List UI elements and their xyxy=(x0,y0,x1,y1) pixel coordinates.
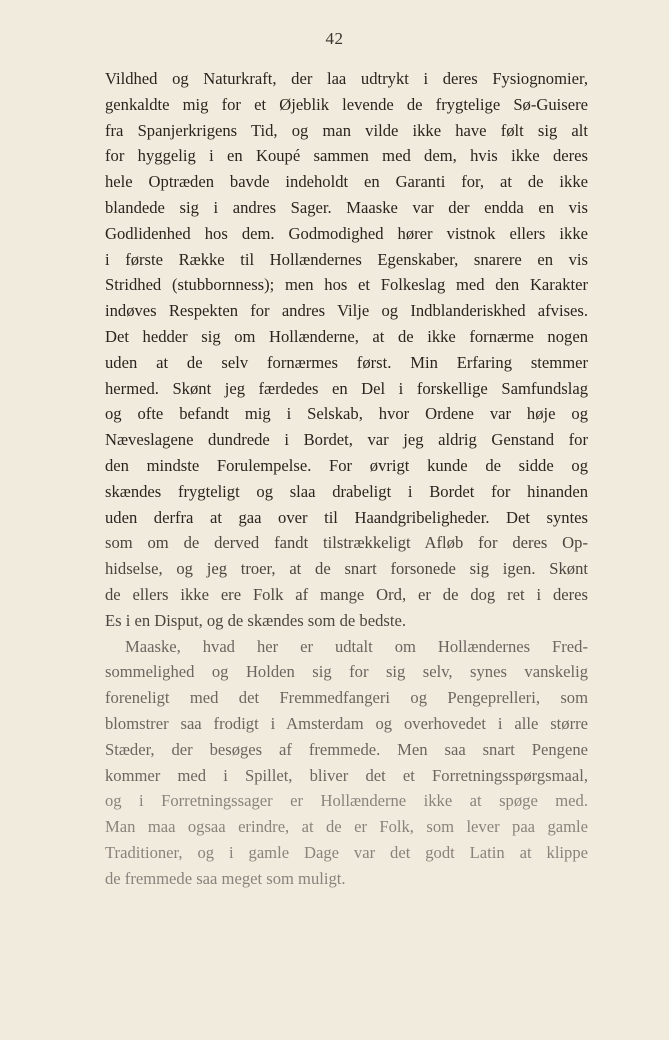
text-line: indøves Respekten for andres Vilje og Indblanderiskhed afvises. xyxy=(105,301,588,321)
text-line: Vildhed og Naturkraft, der laa udtrykt i deres Fysiognomier, xyxy=(105,69,588,88)
text-line: Godlidenhed hos dem. Godmodighed hører vistnok ellers ikke xyxy=(105,223,588,243)
text-line: hidselse, og jeg troer, at de snart forsonede sig igen. Skønt xyxy=(105,559,588,579)
text-line: Man maa ogsaa erindre, at de er Folk, som lever paa gamle xyxy=(105,817,588,837)
text-line: Traditioner, og i gamle Dage var det godt Latin at klippe xyxy=(105,842,588,862)
text-line: uden at de selv fornærmes først. Min Erfaring stemmer xyxy=(105,352,588,372)
text-line: foreneligt med det Fremmedfangeri og Pengeprelleri, som xyxy=(105,688,588,708)
text-line: de fremmede saa meget som muligt. xyxy=(105,868,346,888)
text-line: og i Forretningssager er Hollænderne ikke at spøge med. xyxy=(105,791,588,811)
text-line: blomstrer saa frodigt i Amsterdam og overhovedet i alle større xyxy=(105,713,588,733)
text-line: Det hedder sig om Hollænderne, at de ikke fornærme nogen xyxy=(105,326,588,346)
body-text xyxy=(105,66,588,892)
text-line: kommer med i Spillet, bliver det et Forretningsspørgsmaal, xyxy=(105,765,588,785)
text-line: de ellers ikke ere Folk af mange Ord, er de dog ret i deres xyxy=(105,584,588,604)
text-line: hermed. Skønt jeg færdedes en Del i forskellige Samfundslag xyxy=(105,378,588,398)
paragraph-1 xyxy=(105,66,588,634)
text-line: uden derfra at gaa over til Haandgribeligheder. Det syntes xyxy=(105,507,588,527)
page-number: 42 xyxy=(325,29,344,48)
text-line: den mindste Forulempelse. For øvrigt kunde de sidde og xyxy=(105,455,588,475)
text-line: hele Optræden bavde indeholdt en Garanti for, at de ikke xyxy=(105,172,588,192)
text-line: Maaske, hvad her er udtalt om Hollændernes Fred- xyxy=(125,636,588,656)
text-line: sommelighed og Holden sig for sig selv, synes vanskelig xyxy=(105,662,588,682)
text-line: Stridhed (stubbornness); men hos et Folkeslag med den Karakter xyxy=(105,275,588,295)
text-line: Stæder, der besøges af fremmede. Men saa snart Pengene xyxy=(105,739,588,759)
text-line: skændes frygteligt og slaa drabeligt i Bordet for hinanden xyxy=(105,481,588,501)
text-line: genkaldte mig for et Øjeblik levende de frygtelige Sø-Guisere xyxy=(105,94,588,114)
text-line: fra Spanjerkrigens Tid, og man vilde ikke have følt sig alt xyxy=(105,120,588,140)
text-line: og ofte befandt mig i Selskab, hvor Ordene var høje og xyxy=(105,404,588,424)
text-line: som om de derved fandt tilstrækkeligt Afløb for deres Op- xyxy=(105,533,588,553)
text-line: for hyggelig i en Koupé sammen med dem, hvis ikke deres xyxy=(105,146,588,166)
text-line: Es i en Disput, og de skændes som de bedste. xyxy=(105,610,406,630)
text-line: Næveslagene dundrede i Bordet, var jeg aldrig Genstand for xyxy=(105,430,588,450)
text-line: i første Række til Hollændernes Egenskaber, snarere en vis xyxy=(105,249,588,269)
paragraph-2 xyxy=(105,634,588,892)
text-line: blandede sig i andres Sager. Maaske var der endda en vis xyxy=(105,197,588,217)
